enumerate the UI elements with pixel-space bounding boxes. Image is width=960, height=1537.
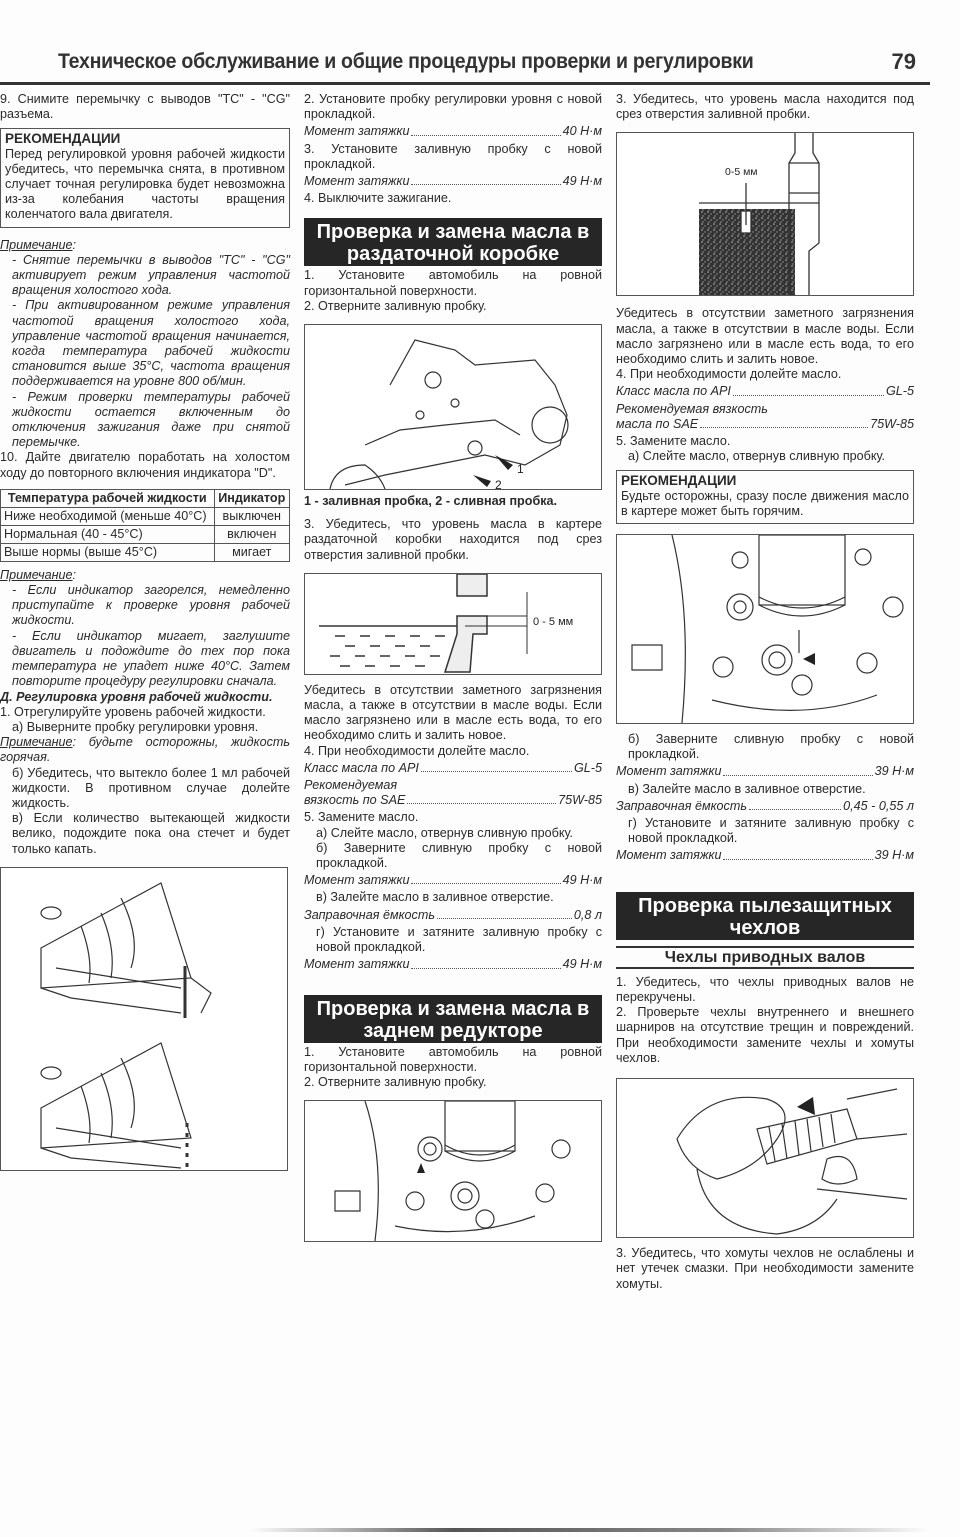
step-d1b: б) Убедитесь, что вытекло более 1 мл рабочей жидкости. В противном случае долейте жидкость. xyxy=(12,765,290,810)
table-row xyxy=(1,507,290,525)
recommendation-text: Будьте осторожны, сразу после движения масло в картере может быть горячим. xyxy=(621,488,909,518)
spec-torque: Момент затяжки 40 Н·м xyxy=(304,124,602,139)
note-item: - Если индикатор мигает, заглушите двигатель и подождите до тех пор пока температура не упадет ниже 40°C. Затем повторите процедуру регулировки сначала. xyxy=(12,628,290,689)
recommendation-title: РЕКОМЕНДАЦИИ xyxy=(621,473,737,489)
rd-step-5a: а) Слейте масло, отвернув сливную пробку. xyxy=(628,449,886,464)
note-label: Примечание xyxy=(0,237,73,252)
tc-step-5c: в) Залейте масло в заливное отверстие. xyxy=(316,890,554,905)
tc-step-1: 1. Установите автомобиль на ровной горизонтальной поверхности. xyxy=(304,268,602,298)
note-label: Примечание xyxy=(0,567,73,582)
column-header: Температура рабочей жидкости xyxy=(1,489,215,507)
figure-caption: 1 - заливная пробка, 2 - сливная пробка. xyxy=(304,494,558,509)
tc-step-5b: б) Заверните сливную пробку с новой прокладкой. xyxy=(316,840,602,871)
table-cell: Выше нормы (выше 45°C) xyxy=(1,543,215,561)
spec-capacity: Заправочная ёмкость 0,8 л xyxy=(304,907,602,922)
note-item: - Если индикатор загорелся, немедленно приступайте к проверке уровня рабочей жидкости. xyxy=(12,583,290,628)
tc-step-5: 5. Замените масло. xyxy=(304,810,419,825)
boot-step-1: 1. Убедитесь, что чехлы приводных валов не перекручены. xyxy=(616,974,914,1005)
step-d1a: а) Выверните пробку регулировки уровня. xyxy=(12,719,259,734)
figure-rear-differential-fill-plug xyxy=(304,1100,602,1242)
table-cell: Ниже необходимой (меньше 40°C) xyxy=(1,507,215,525)
transfer-case-illustration xyxy=(305,325,601,489)
drain-plug-illustration xyxy=(617,535,913,723)
level-label: 0 - 5 мм xyxy=(533,615,574,628)
rd-step-5: 5. Замените масло. xyxy=(616,434,731,449)
temperature-indicator-table xyxy=(0,489,290,562)
spec-sae: масла по SAE 75W-85 xyxy=(616,416,914,431)
rd-step-5b: б) Заверните сливную пробку с новой прокладкой. xyxy=(628,732,914,762)
note-inline: Примечание: будьте осторожны, жидкость горячая. xyxy=(0,735,290,765)
tc-step-4: 4. При необходимости долейте масло. xyxy=(304,743,530,758)
tc-step-2: 2. Отверните заливную пробку. xyxy=(304,298,487,313)
section-banner-transfer-case: Проверка и замена масла в раздаточной коробке xyxy=(304,218,602,266)
step-d1c: в) Если количество вытекающей жидкости велико, подождите пока она стечет и будет только капать. xyxy=(12,811,290,856)
spec-torque: Момент затяжки 39 Н·м xyxy=(616,848,914,863)
rd-step-3: 3. Убедитесь, что уровень масла находится под срез отверстия заливной пробки. xyxy=(616,92,914,122)
figure-drive-shaft-boot xyxy=(616,1078,914,1238)
column-header: Индикатор xyxy=(214,489,289,507)
note-item: - Режим проверки температуры рабочей жидкости остается включенным до отключения зажигания даже при снятой перемычке. xyxy=(12,389,290,450)
figure-transfer-case xyxy=(304,324,602,490)
spec-sae-line1: Рекомендуемая вязкость xyxy=(616,401,768,416)
boot-step-3: 3. Убедитесь, что хомуты чехлов не ослаблены и нет утечек смазки. При необходимости замените хомуты. xyxy=(616,1246,914,1291)
rd-step-1: 1. Установите автомобиль на ровной горизонтальной поверхности. xyxy=(304,1044,602,1074)
tc-step-5d: г) Установите и затяните заливную пробку с новой прокладкой. xyxy=(316,924,602,955)
recommendation-box xyxy=(616,470,914,524)
page-number: 79 xyxy=(891,49,916,74)
column-2 xyxy=(304,92,602,1242)
table-cell: включен xyxy=(214,525,289,543)
column-1 xyxy=(0,92,290,1171)
transmission-drain-illustration xyxy=(1,868,287,1170)
drive-shaft-boot-illustration xyxy=(617,1079,913,1237)
table-cell: выключен xyxy=(214,507,289,525)
column-3 xyxy=(616,92,914,1292)
spec-torque: Момент затяжки 49 Н·м xyxy=(304,873,602,888)
oil-check-text: Убедитесь в отсутствии заметного загрязнения масла, а также в отсутствии в масле воды. Если масло загрязнено или в масле есть вода, то его необходимо слить и залить новое. xyxy=(616,306,914,367)
note-block: Примечание: - Если индикатор загорелся, немедленно приступайте к проверке уровня рабочей жидкости. - Если индикатор мигает, заглушите двигатель и подождите до тех пор пока температура не упадет ниже 40°C. Затем повторите процедуру регулировки сначала. xyxy=(0,567,290,689)
callout-1: 1 xyxy=(517,462,524,477)
section-heading: Д. Регулировка уровня рабочей жидкости. xyxy=(0,689,273,704)
figure-rear-diff-oil-level xyxy=(616,132,914,296)
spec-torque: Момент затяжки 49 Н·м xyxy=(304,957,602,972)
page-header xyxy=(0,46,930,85)
rd-step-2: 2. Отверните заливную пробку. xyxy=(304,1074,487,1089)
spec-torque: Момент затяжки 39 Н·м xyxy=(616,764,914,779)
table-header-row xyxy=(1,489,290,507)
step-9: 9. Снимите перемычку с выводов "TC" - "CG" разъема. xyxy=(0,92,290,122)
spec-torque: Момент затяжки 49 Н·м xyxy=(304,174,602,189)
section-banner-rear-differential: Проверка и замена масла в заднем редукторе xyxy=(304,995,602,1043)
rear-differential-illustration xyxy=(305,1101,601,1241)
recommendation-box xyxy=(0,128,290,227)
figure-rear-diff-drain-plug xyxy=(616,534,914,724)
step-4: 4. Выключите зажигание. xyxy=(304,191,452,206)
spec-sae-line1: Рекомендуемая xyxy=(304,778,398,793)
note-item: - При активированном режиме управления частотой вращения холостого хода, управление частотой вращения начинается, когда температура рабочей жидкости становится выше 35°C, частота вращения поддерживается на уровне 800 об/мин. xyxy=(12,298,290,389)
callout-2: 2 xyxy=(495,478,502,490)
table-row xyxy=(1,543,290,561)
figure-oil-level xyxy=(304,573,602,675)
subsection-heading: Чехлы приводных валов xyxy=(616,946,914,969)
spec-api: Класс масла по API GL-5 xyxy=(616,384,914,399)
step-d1: 1. Отрегулируйте уровень рабочей жидкости. xyxy=(0,704,266,719)
note-item: - Снятие перемычки в выводов "TC" - "CG" активирует режим управления частотой вращения холостого хода. xyxy=(12,252,290,298)
table-cell: Нормальная (40 - 45°C) xyxy=(1,525,215,543)
rd-step-5d: г) Установите и затяните заливную пробку с новой прокладкой. xyxy=(628,816,914,846)
tc-step-3: 3. Убедитесь, что уровень масла в картере раздаточной коробки находится под срез отверстия заливной пробки. xyxy=(304,517,602,562)
step-10: 10. Дайте двигателю поработать на холостом ходу до повторного включения индикатора "D". xyxy=(0,450,290,480)
oil-level-diagram xyxy=(305,574,601,674)
page-title: Техническое обслуживание и общие процедуры проверки и регулировки xyxy=(58,50,754,73)
step-3: 3. Установите заливную пробку с новой прокладкой. xyxy=(304,141,602,171)
spec-api: Класс масла по API GL-5 xyxy=(304,760,602,775)
recommendation-text: Перед регулировкой уровня рабочей жидкости убедитесь, что перемычка снята, в противном случает точная регулировка будет невозможна из-за колебания частоты вращения коленчатого вала двигателя. xyxy=(5,146,285,222)
rd-step-5c: в) Залейте масло в заливное отверстие. xyxy=(628,781,866,796)
page-edge-shadow xyxy=(250,1528,930,1532)
rear-diff-level-diagram xyxy=(617,133,913,295)
oil-check-text: Убедитесь в отсутствии заметного загрязнения масла, а также в отсутствии в масле воды. Если масло загрязнено или в масле есть вода, то его необходимо слить и залить новое. xyxy=(304,682,602,743)
table-cell: мигает xyxy=(214,543,289,561)
spec-capacity: Заправочная ёмкость 0,45 - 0,55 л xyxy=(616,798,914,813)
level-label: 0-5 мм xyxy=(725,166,758,179)
spec-sae: вязкость по SAE 75W-85 xyxy=(304,793,602,808)
recommendation-title: РЕКОМЕНДАЦИИ xyxy=(5,131,121,147)
section-banner-dust-boots: Проверка пылезащитных чехлов xyxy=(616,892,914,940)
rd-step-4: 4. При необходимости долейте масло. xyxy=(616,367,842,382)
note-block: Примечание: - Снятие перемычки в выводов "TC" - "CG" активирует режим управления частотой вращения холостого хода. - При активированном режиме управления частотой вращения холостого хода, управление частотой вращения начинается, когда температура рабочей жидкости становится выше 35°C, частота вращения поддерживается на уровне 800 об/мин. - Режим проверки температуры рабочей жидкости остается включенным до отключения зажигания даже при снятой перемычке. xyxy=(0,237,290,450)
boot-step-2: 2. Проверьте чехлы внутреннего и внешнего шарниров на отсутствие трещин и повреждений. При необходимости замените чехлы и хомуты чехлов. xyxy=(616,1005,914,1065)
figure-fluid-level-plug xyxy=(0,867,288,1171)
table-row xyxy=(1,525,290,543)
step-2: 2. Установите пробку регулировки уровня с новой прокладкой. xyxy=(304,92,602,122)
tc-step-5a: а) Слейте масло, отвернув сливную пробку. xyxy=(316,825,574,840)
